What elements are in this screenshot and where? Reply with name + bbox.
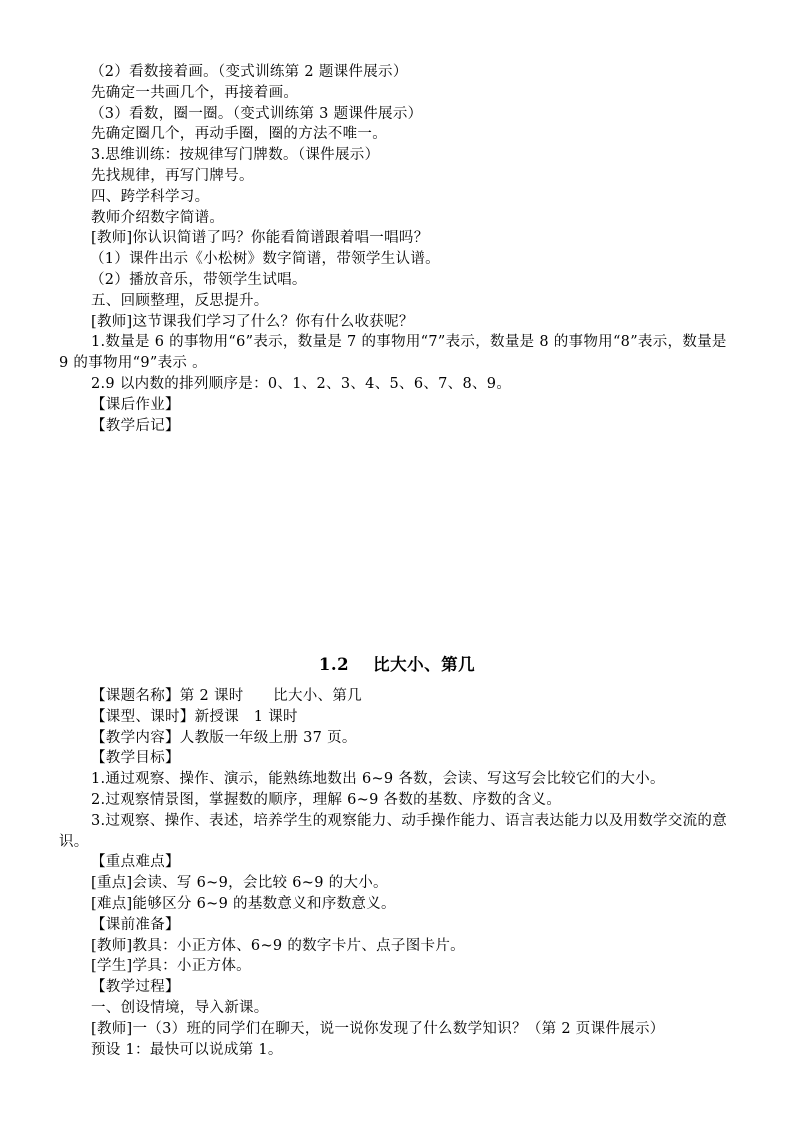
text-line: 先找规律，再写门牌号。 (91, 167, 254, 184)
step-1-heading: 一、创设情境，导入新课。 (91, 999, 269, 1016)
text-line: （2）看数接着画。（变式训练第 2 题课件展示） (90, 64, 408, 80)
text-line: [教师]一（3）班的同学们在聊天，说一说你发现了什么数学知识？（第 2 页课件展示） (91, 1020, 665, 1037)
text-line: [教师]这节课我们学习了什么？你有什么收获呢？ (91, 313, 414, 330)
heading-review: 五、回顾整理，反思提升。 (91, 292, 269, 309)
key-points-heading: 【重点难点】 (91, 854, 180, 871)
text-line: [教师]你认识简谱了吗？你能看简谱跟着唱一唱吗？ (91, 230, 429, 247)
teaching-notes-heading: 【教学后记】 (91, 417, 180, 434)
process-heading: 【教学过程】 (91, 979, 180, 996)
text-line: （3）看数，圈一圈。（变式训练第 3 题课件展示） (90, 105, 423, 122)
page-section-1 (59, 62, 739, 436)
text-line: 预设 1：最快可以说成第 1。 (91, 1041, 283, 1058)
objective-3: 3.过观察、操作、表述，培养学生的观察能力、动手操作能力、语言表达能力以及用数学交流的意识。 (59, 812, 728, 850)
key-point: [重点]会读、写 6~9，会比较 6~9 的大小。 (91, 875, 388, 892)
text-line: 先确定圈几个，再动手圈，圈的方法不唯一。 (91, 126, 387, 143)
text-line: （2）播放音乐，带领学生试唱。 (90, 271, 307, 288)
objective-2: 2.过观察情景图，掌握数的顺序，理解 6~9 各数的基数、序数的含义。 (91, 791, 562, 808)
objectives-heading: 【教学目标】 (91, 750, 180, 767)
text-line: （1）课件出示《小松树》数字简谱，带领学生认谱。 (90, 251, 440, 268)
lesson-type-line: 【课型、课时】新授课 1 课时 (91, 708, 298, 725)
heading-cross-subject: 四、跨学科学习。 (91, 188, 210, 205)
lesson-title (0, 654, 794, 676)
summary-point-1: 1.数量是 6 的事物用“6”表示，数量是 7 的事物用“7”表示，数量是 8 的事物用“8”表示，数量是 9 的事物用“9”表示 。 (59, 334, 727, 372)
lesson-name-line: 【课题名称】第 2 课时 比大小、第几 (91, 688, 362, 704)
difficulty-point: [难点]能够区分 6~9 的基数意义和序数意义。 (91, 895, 396, 912)
teacher-materials: [教师]教具：小正方体、6~9 的数字卡片、点子图卡片。 (91, 937, 465, 954)
lesson-content-line: 【教学内容】人教版一年级上册 37 页。 (91, 729, 357, 746)
objective-1: 1.通过观察、操作、演示，能熟练地数出 6~9 各数，会读、写这写会比较它们的大小。 (91, 771, 665, 788)
text-line: 先确定一共画几个，再接着画。 (91, 84, 299, 101)
homework-heading: 【课后作业】 (91, 396, 180, 413)
text-line: 3.思维训练：按规律写门牌数。（课件展示） (91, 147, 380, 164)
text-line: 教师介绍数字简谱。 (91, 209, 225, 226)
lesson-number: 1.2 (318, 655, 350, 674)
page-section-2 (59, 686, 739, 1060)
student-materials: [学生]学具：小正方体。 (91, 958, 251, 975)
summary-point-2: 2.9 以内数的排列顺序是：0、1、2、3、4、5、6、7、8、9。 (91, 375, 512, 392)
preparation-heading: 【课前准备】 (91, 916, 180, 933)
lesson-name: 比大小、第几 (373, 655, 476, 674)
